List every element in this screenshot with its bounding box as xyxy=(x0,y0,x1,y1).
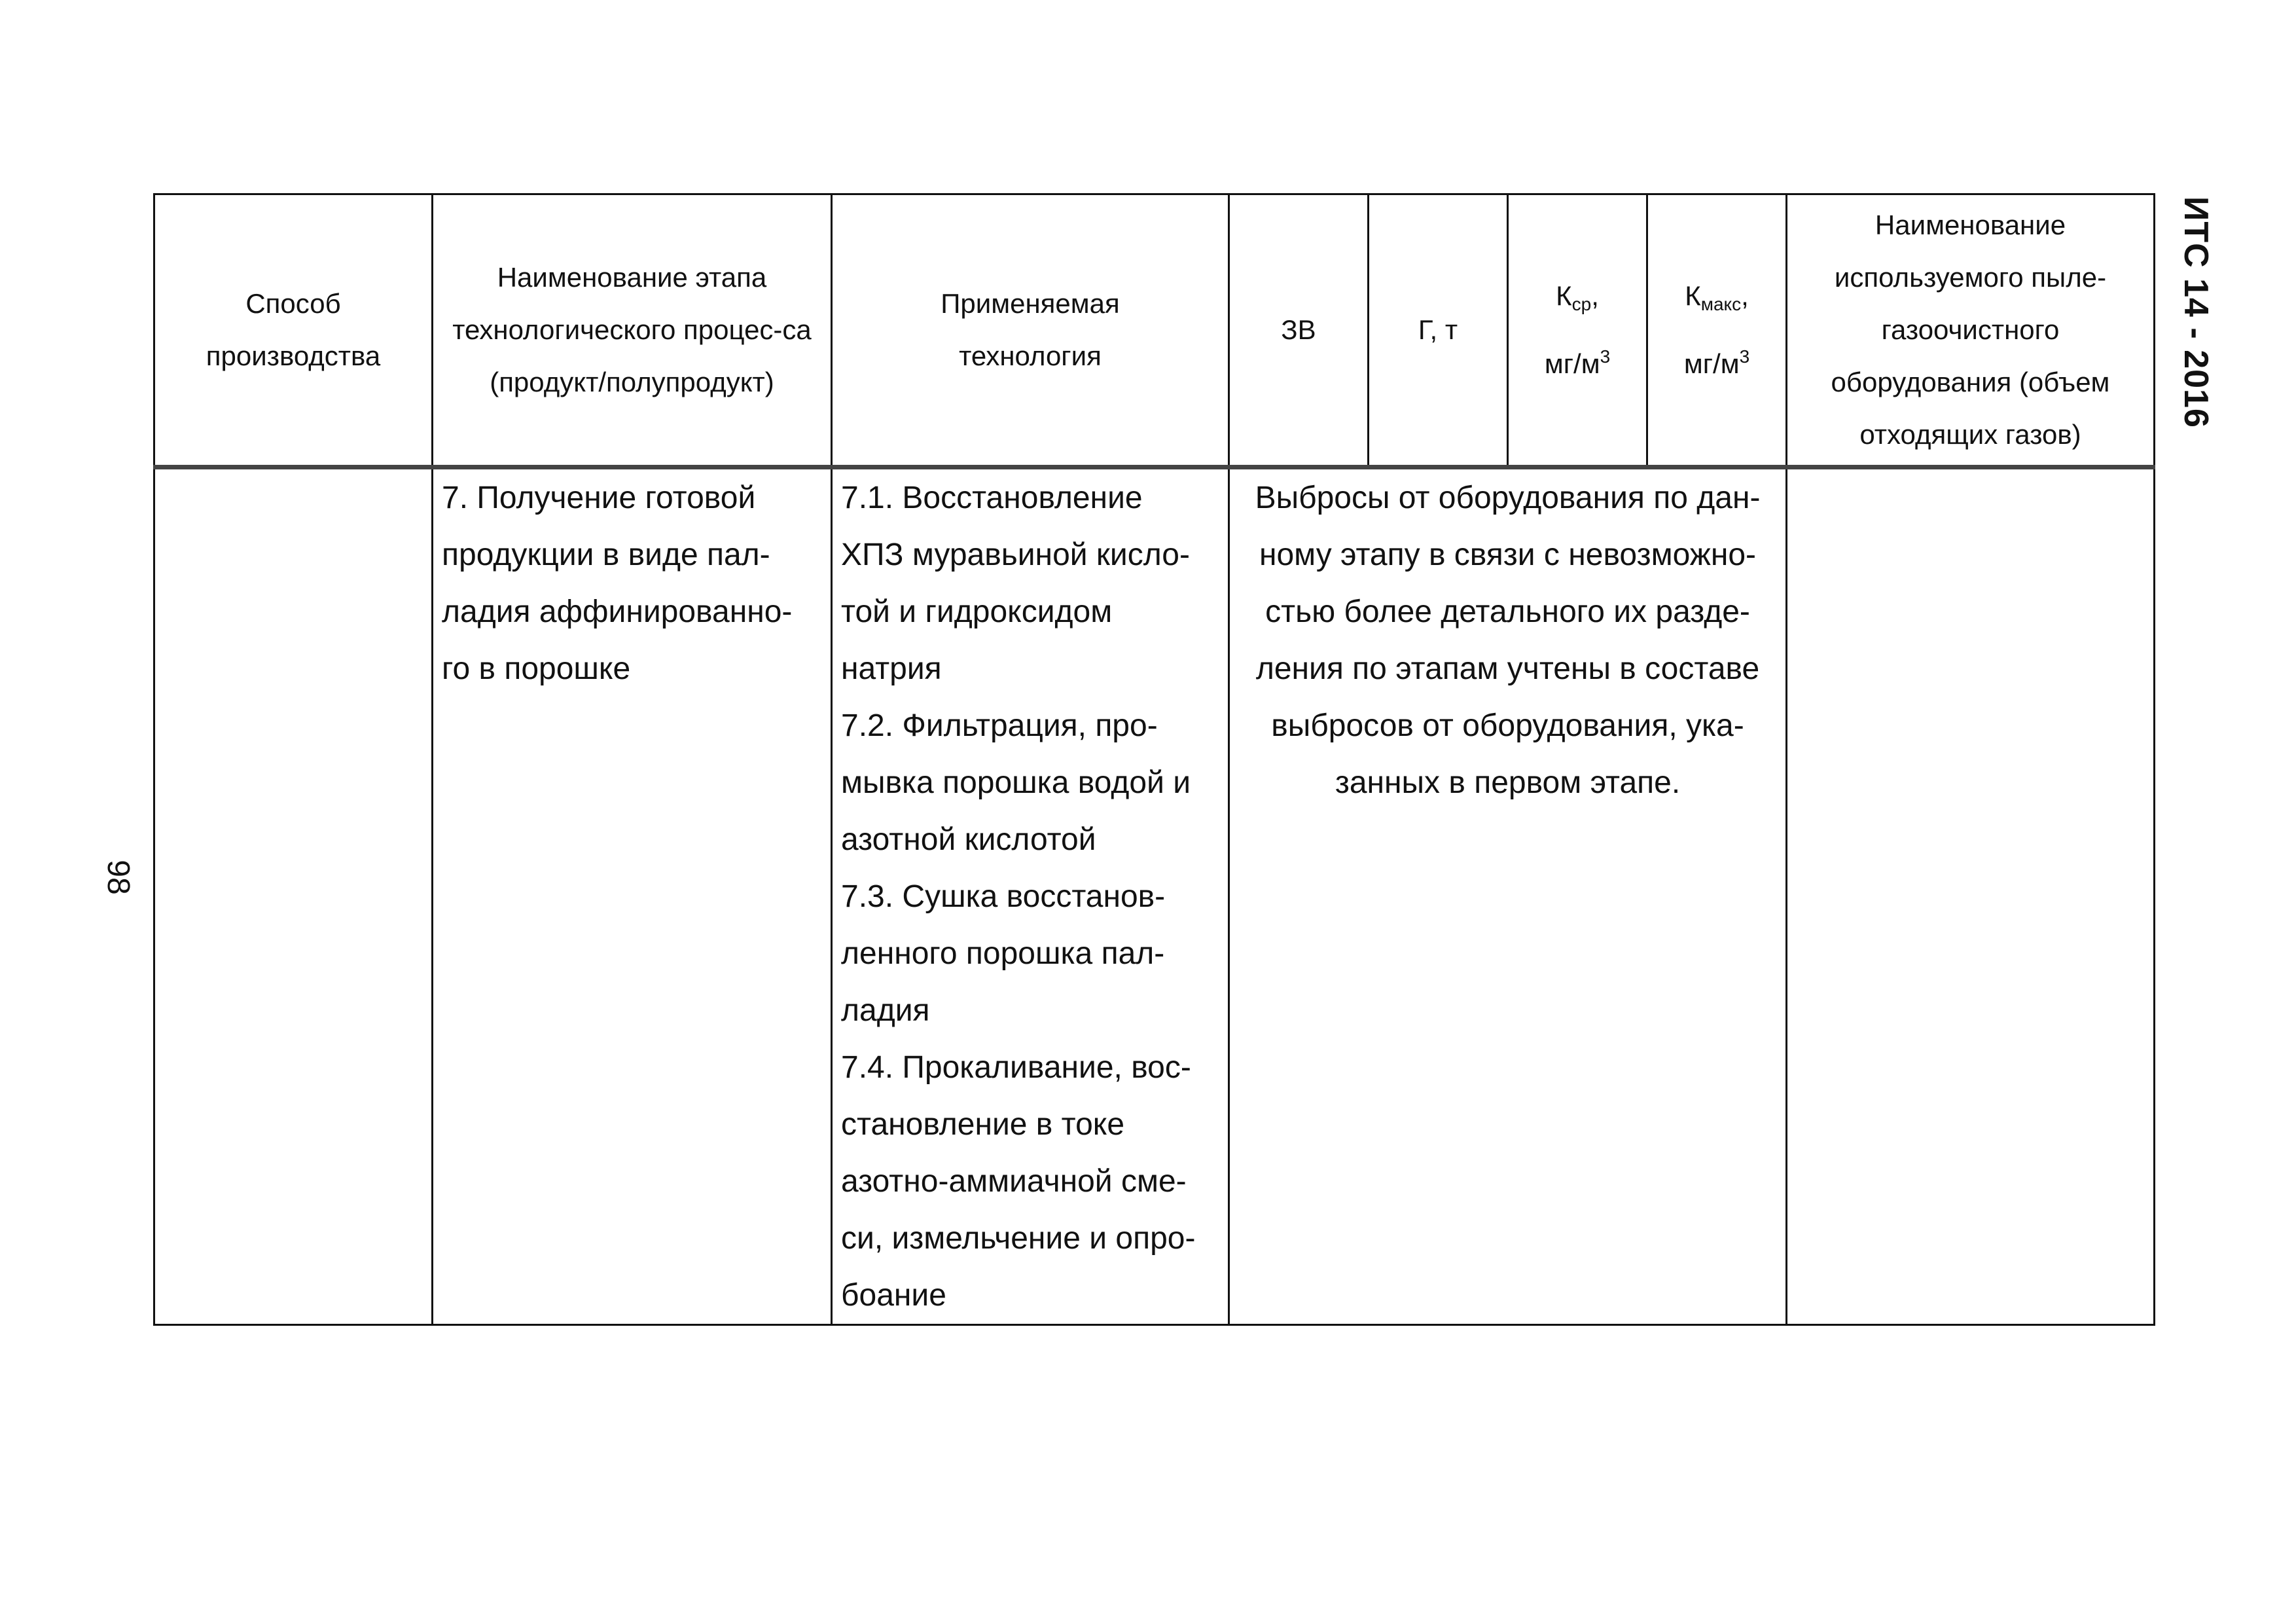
header-pollutant xyxy=(1229,194,1369,467)
merged-note-text: Выбросы от оборудования по дан- ному этапу в связи с невозможно- стью более детального их разде- ления по этапам учтены в составе выбросов от оборудования, ука- занных в первом этапе. xyxy=(1255,481,1761,800)
page-number: 98 xyxy=(101,860,135,895)
header-mass xyxy=(1369,194,1508,467)
emissions-table xyxy=(153,193,2155,1326)
technology-item: 7.1. Восстановление ХПЗ муравьиной кисло- той и гидроксидом натрия xyxy=(841,481,1190,686)
table-row xyxy=(154,467,2155,1325)
header-pollutant-label: ЗВ xyxy=(1281,314,1316,345)
cell-stage-name xyxy=(433,467,832,1325)
table-header-row xyxy=(154,194,2155,467)
document-code: ИТС 14 - 2016 xyxy=(2177,196,2215,428)
header-production-method-label: Способ производства xyxy=(206,288,381,371)
cell-production-method xyxy=(154,467,433,1325)
header-c-avg-symbol: $К_{ср}$, xyxy=(1556,280,1599,314)
cell-technology xyxy=(832,467,1229,1325)
technology-item: 7.4. Прокаливание, вос- становление в токе азотно-аммиачной сме- си, измельчение и опро- боание xyxy=(841,1050,1196,1313)
header-c-max xyxy=(1647,194,1787,467)
header-equipment-label: Наименование используемого пыле-газоочистного оборудования (объем отходящих газов) xyxy=(1831,210,2110,450)
header-c-max-unit: $мг/м^3$ xyxy=(1683,346,1750,379)
header-c-max-symbol: $К_{макс}$, xyxy=(1685,280,1749,314)
cell-equipment xyxy=(1787,467,2155,1325)
technology-item: 7.3. Сушка восстанов- ленного порошка пал- ладия xyxy=(841,879,1166,1028)
header-production-method xyxy=(154,194,433,467)
technology-item: 7.2. Фильтрация, про- мывка порошка водой и азотной кислотой xyxy=(841,708,1191,857)
header-technology-label: Применяемая технология xyxy=(941,288,1120,371)
header-stage-name xyxy=(433,194,832,467)
header-equipment xyxy=(1787,194,2155,467)
header-stage-name-label: Наименование этапа технологического процес-са (продукт/полупродукт) xyxy=(452,262,812,397)
header-mass-label: Г, т xyxy=(1418,314,1458,345)
header-c-avg xyxy=(1508,194,1647,467)
cell-merged-note xyxy=(1229,467,1787,1325)
header-technology xyxy=(832,194,1229,467)
stage-name-value: 7. Получение готовой продукции в виде пал- ладия аффинированно- го в порошке xyxy=(442,481,793,686)
header-c-avg-unit: $мг/м^3$ xyxy=(1544,346,1611,379)
